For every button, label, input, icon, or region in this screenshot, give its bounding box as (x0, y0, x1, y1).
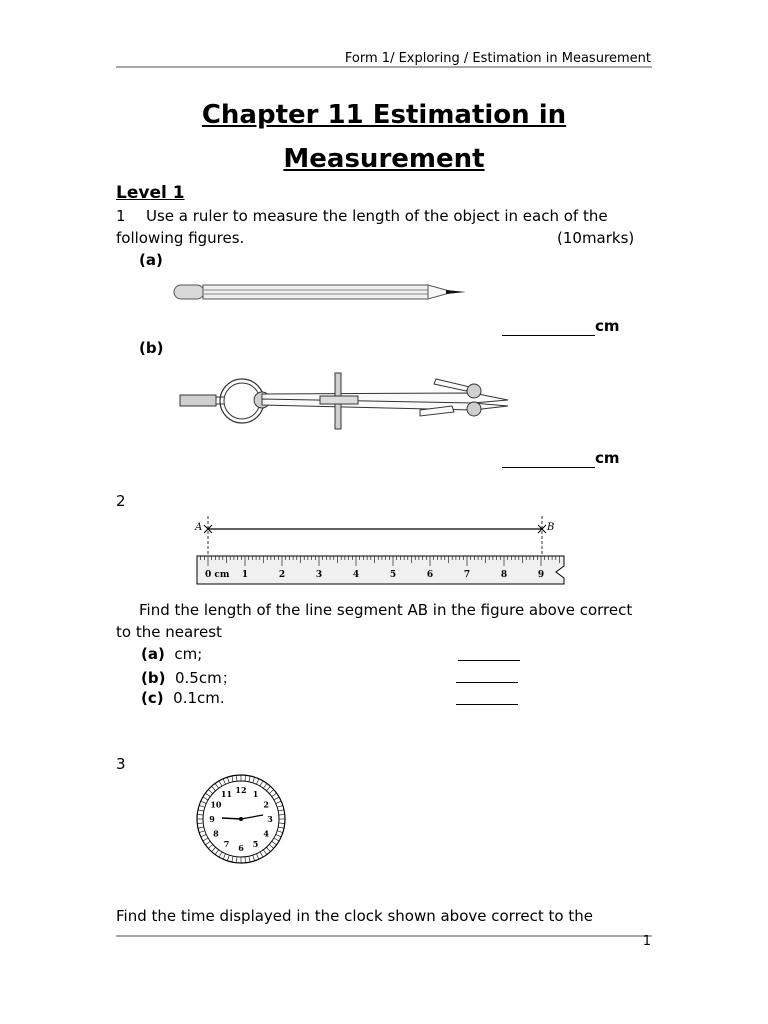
chapter-title-line1: Chapter 11 Estimation in (201, 100, 567, 130)
q1-text-line2: following figures. (116, 229, 245, 247)
q1-text-line1: Use a ruler to measure the length of the object in each of the (146, 207, 608, 225)
clock-number: 10 (210, 799, 222, 810)
clock-number: 4 (263, 828, 269, 839)
compass-icon (178, 370, 518, 432)
q1a-answer-blank[interactable] (502, 317, 595, 336)
clock-number: 11 (220, 788, 233, 799)
q2-text-line2: to the nearest (116, 623, 222, 641)
q1a-answer: cm (502, 317, 620, 336)
clock-number: 5 (252, 839, 259, 850)
q1b-answer-blank[interactable] (502, 449, 595, 468)
clock-hour-hand (222, 818, 241, 819)
clock-number: 7 (223, 839, 230, 850)
level-heading: Level 1 (116, 183, 185, 203)
clock-number: 2 (263, 799, 269, 810)
q3-text: Find the time displayed in the clock shown above correct to the (116, 907, 593, 925)
chapter-title-line2: Measurement (283, 144, 485, 174)
point-a-label: A (195, 522, 203, 533)
q2a-answer-blank[interactable] (458, 644, 520, 661)
header-rule (116, 66, 652, 68)
ruler-label: 9 (537, 570, 545, 580)
ruler-label: 2 (278, 570, 286, 580)
clock-number: 12 (235, 785, 247, 795)
ruler-label: 0 cm (205, 570, 230, 580)
q2c-item: (c) 0.1cm. (141, 689, 225, 707)
ruler-label: 4 (352, 570, 360, 580)
ruler-label: 5 (389, 570, 397, 580)
q2b-item: (b) 0.5cm； (141, 669, 237, 687)
clock-number: 8 (213, 828, 219, 839)
q1-number: 1 (116, 207, 126, 225)
clock-number: 1 (252, 788, 259, 799)
q1b-label: (b) (139, 339, 164, 357)
ruler-label: 1 (241, 570, 249, 580)
page-number: 1 (642, 934, 651, 949)
clock-number: 6 (238, 843, 244, 853)
clock-number: 3 (267, 814, 273, 824)
q2a-item: (a) cm; (141, 645, 203, 663)
ruler-figure (190, 516, 570, 588)
q1a-label: (a) (139, 251, 163, 269)
q3-number: 3 (116, 755, 126, 773)
point-b-label: B (547, 522, 555, 533)
q2-text-line1: Find the length of the line segment AB in the figure above correct (139, 601, 633, 619)
running-header: Form 1/ Exploring / Estimation in Measurement (344, 51, 651, 66)
ruler-label: 3 (315, 570, 323, 580)
q2b-answer-blank[interactable] (456, 666, 518, 683)
clock-icon (195, 773, 287, 865)
q2c-answer-blank[interactable] (456, 688, 518, 705)
q1-marks: (10marks) (557, 229, 635, 247)
ruler-label: 7 (463, 570, 471, 580)
ruler-label: 8 (500, 570, 508, 580)
pencil-icon (170, 282, 470, 304)
clock-number: 9 (209, 814, 215, 824)
ruler-body (197, 556, 564, 584)
q2-number: 2 (116, 492, 126, 510)
q1b-answer: cm (502, 449, 620, 468)
ruler-label: 6 (426, 570, 434, 580)
footer-rule (116, 935, 652, 937)
